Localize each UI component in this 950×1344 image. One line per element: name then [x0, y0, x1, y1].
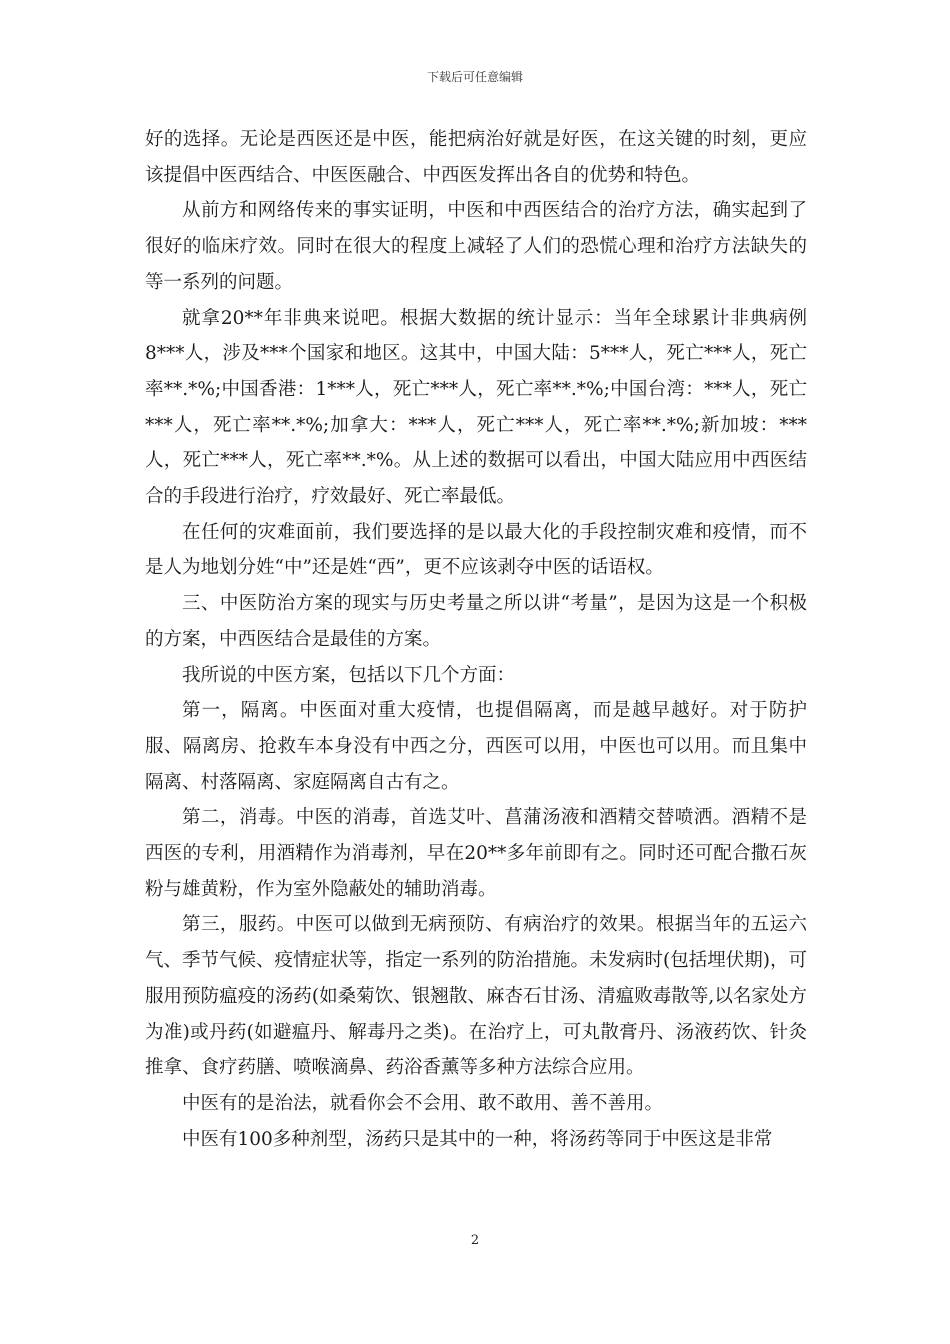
paragraph: 好的选择。无论是西医还是中医，能把病治好就是好医，在这关键的时刻，更应该提倡中医西结合、中医医融合、中西医发挥出各自的优势和特色。	[145, 129, 807, 186]
paragraph: 第三，服药。中医可以做到无病预防、有病治疗的效果。根据当年的五运六气、季节气候、疫情症状等，指定一系列的防治措施。未发病时(包括埋伏期)，可服用预防瘟疫的汤药(如桑菊饮、银翘散、麻杏石甘汤、清瘟败毒散等,以名家处方为准)或丹药(如避瘟丹、解毒丹之类)。在治疗上，可丸散膏丹、汤液药饮、针灸推拿、食疗药膳、喷喉滴鼻、药浴香薰等多种方法综合应用。	[145, 914, 807, 1079]
page-header: 下载后可任意编辑	[426, 70, 523, 84]
paragraph: 三、中医防治方案的现实与历史考量之所以讲“考量”，是因为这是一个积极的方案，中西医结合是最佳的方案。	[145, 593, 807, 650]
paragraph: 在任何的灾难面前，我们要选择的是以最大化的手段控制灾难和疫情，而不是人为地划分姓“中”还是姓“西”，更不应该剥夺中医的话语权。	[145, 521, 807, 579]
paragraph: 第一，隔离。中医面对重大疫情，也提倡隔离，而是越早越好。对于防护服、隔离房、抢救车本身没有中西之分，西医可以用，中医也可以用。而且集中隔离、村落隔离、家庭隔离自古有之。	[145, 700, 807, 793]
paragraph: 我所说的中医方案，包括以下几个方面：	[182, 664, 516, 686]
document-body	[145, 122, 807, 1157]
page-number: 2	[470, 1233, 480, 1248]
paragraph: 从前方和网络传来的事实证明，中医和中西医结合的治疗方法，确实起到了很好的临床疗效。同时在很大的程度上减轻了人们的恐慌心理和治疗方法缺失的等一系列的问题。	[145, 200, 807, 293]
paragraph: 就拿20**年非典来说吧。根据大数据的统计显示：当年全球累计非典病例8***人，涉及***个国家和地区。这其中，中国大陆：5***人，死亡***人，死亡率**.*%;中国香港：1***人，死亡***人，死亡率**.*%;中国台湾：***人，死亡***人，死亡率**.*%;加拿大：***人，死亡***人，死亡率**.*%;新加坡：***人，死亡***人，死亡率**.*%。从上述的数据可以看出，中国大陆应用中西医结合的手段进行治疗，疗效最好、死亡率最低。	[145, 307, 807, 508]
paragraph: 中医有的是治法，就看你会不会用、敢不敢用、善不善用。	[182, 1092, 664, 1114]
paragraph: 第二，消毒。中医的消毒，首选艾叶、菖蒲汤液和酒精交替喷洒。酒精不是西医的专利，用酒精作为消毒剂，早在20**多年前即有之。同时还可配合撒石灰粉与雄黄粉，作为室外隐蔽处的辅助消毒。	[145, 807, 807, 900]
paragraph: 中医有100多种剂型，汤药只是其中的一种，将汤药等同于中医这是非常	[182, 1128, 773, 1150]
